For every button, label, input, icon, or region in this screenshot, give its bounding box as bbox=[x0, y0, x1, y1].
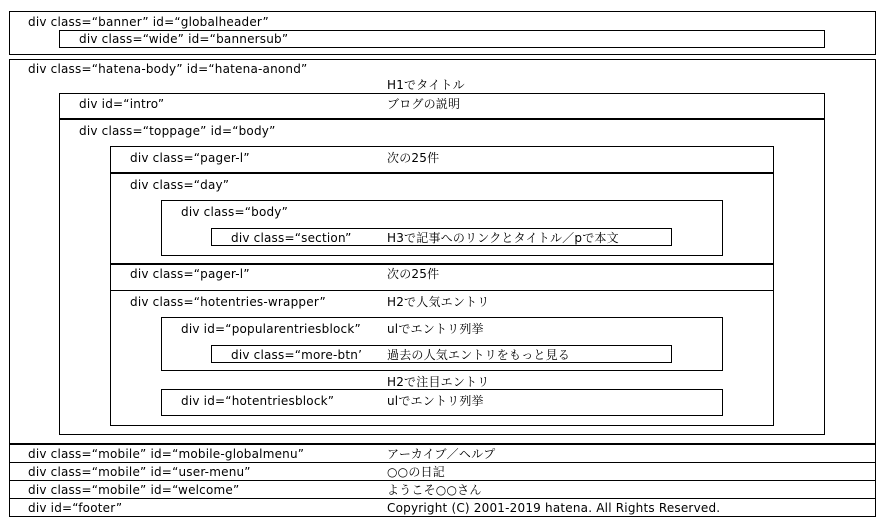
welcome-label: div class=“mobile” id=“welcome” bbox=[28, 483, 240, 497]
hotentries-wrapper-note: H2で人気エントリ bbox=[387, 295, 490, 309]
row-divider bbox=[9, 462, 876, 463]
hatena-body-label: div class=“hatena-body” id=“hatena-anond” bbox=[28, 62, 308, 76]
intro-label: div id=“intro” bbox=[79, 97, 165, 111]
footer-label: div id=“footer” bbox=[28, 501, 123, 515]
welcome-note: ようこそ○○さん bbox=[387, 483, 482, 497]
row-divider bbox=[9, 480, 876, 481]
section-label: div class=“section” bbox=[231, 231, 352, 245]
row-divider bbox=[9, 498, 876, 499]
hotentriesblock-label: div id=“hotentriesblock” bbox=[181, 394, 335, 408]
more-btn-label: div class=“more-btn’ bbox=[231, 348, 363, 362]
day-label: div class=“day” bbox=[130, 178, 230, 192]
popularentriesblock-label: div id=“popularentriesblock” bbox=[181, 322, 361, 336]
mobile-globalmenu-label: div class=“mobile” id=“mobile-globalmenu” bbox=[28, 447, 305, 461]
day-body-label: div class=“body” bbox=[181, 205, 289, 219]
pager-bottom-label: div class=“pager-l” bbox=[130, 267, 250, 281]
more-btn-note: 過去の人気エントリをもっと見る bbox=[387, 348, 571, 362]
bannersub-label: div class=“wide” id=“bannersub” bbox=[79, 32, 289, 46]
footer-note: Copyright (C) 2001-2019 hatena. All Rights Reserved. bbox=[387, 501, 721, 515]
user-menu-label: div class=“mobile” id=“user-menu” bbox=[28, 465, 251, 479]
section-note: H3で記事へのリンクとタイトル／pで本文 bbox=[387, 231, 619, 245]
banner-label: div class=“banner” id=“globalheader” bbox=[28, 15, 269, 29]
user-menu-note: ○○の日記 bbox=[387, 465, 445, 479]
popularentriesblock-note: ulでエントリ列挙 bbox=[387, 322, 484, 336]
h1-note: H1でタイトル bbox=[387, 78, 465, 92]
pager-top-label: div class=“pager-l” bbox=[130, 151, 250, 165]
mobile-globalmenu-note: アーカイブ／ヘルプ bbox=[387, 447, 496, 461]
pager-bottom-note: 次の25件 bbox=[387, 267, 440, 281]
hotentries-wrapper-label: div class=“hotentries-wrapper” bbox=[130, 295, 326, 309]
h2-attention-note: H2で注目エントリ bbox=[387, 375, 490, 389]
toppage-label: div class=“toppage” id=“body” bbox=[79, 124, 276, 138]
pager-top-note: 次の25件 bbox=[387, 151, 440, 165]
intro-note: ブログの説明 bbox=[387, 97, 461, 111]
hotentriesblock-note: ulでエントリ列挙 bbox=[387, 394, 484, 408]
